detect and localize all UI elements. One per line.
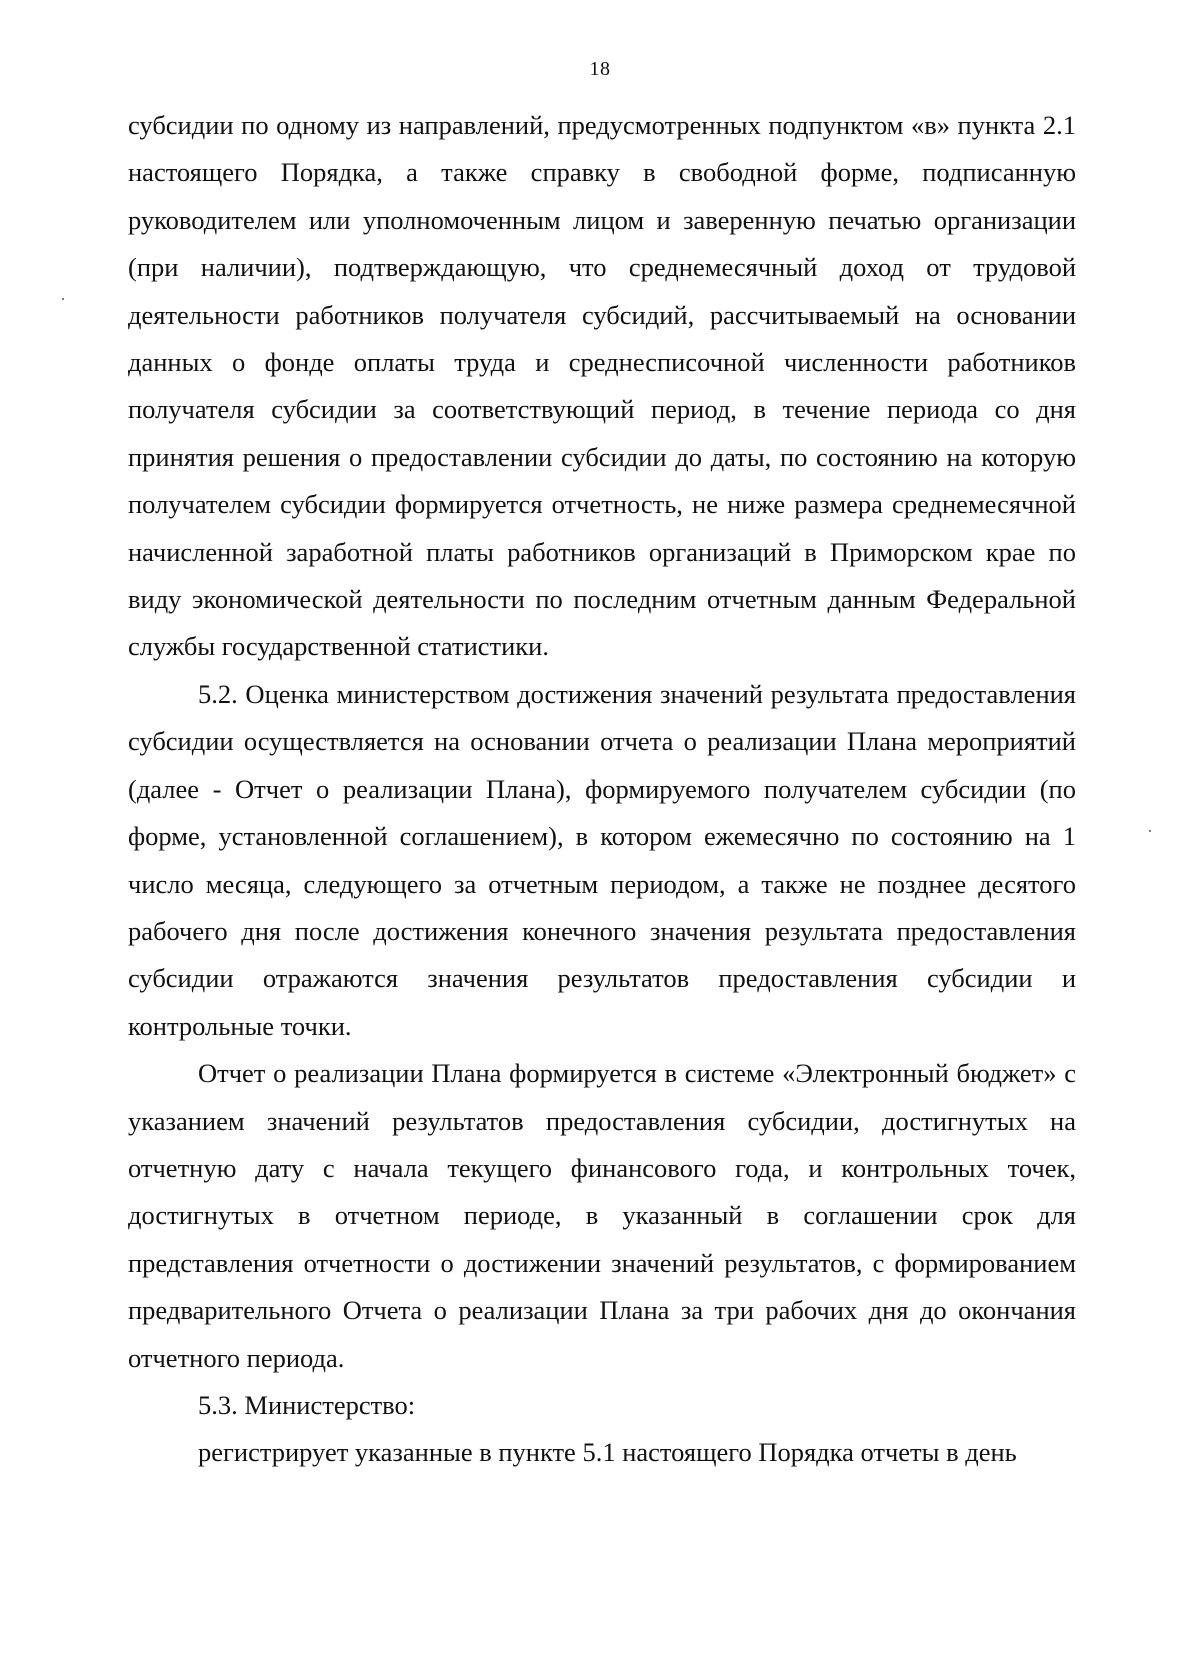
document-body [128,102,1076,1477]
paragraph-report: Отчет о реализации Плана формируется в системе «Электронный бюджет» с указанием значений результатов предоставления субсидии, достигнутых на отчетную дату с начала текущего финансового года, и контрольных точек, достигнутых в отчетном периоде, в указанный в соглашении срок для представления отчетности о достижении значений результатов, с формированием предварительного Отчета о реализации Плана за три рабочих дня до окончания отчетного периода. [128,1058,1076,1373]
page-number: 18 [589,58,611,80]
paragraph-continuation: субсидии по одному из направлений, предусмотренных подпунктом «в» пункта 2.1 настоящего Порядка, а также справку в свободной форме, подписанную руководителем или уполномоченным лицом и заверенную печатью организации (при наличии), подтверждающую, что среднемесячный доход от трудовой деятельности работников получателя субсидий, рассчитываемый на основании данных о фонде оплаты труда и среднесписочной численности работников получателя субсидии за соответствующий период, в течение периода со дня принятия решения о предоставлении субсидии до даты, по состоянию на которую получателем субсидии формируется отчетность, не ниже размера среднемесячной начисленной заработной платы работников организаций в Приморском крае по виду экономической деятельности по последним отчетным данным Федеральной службы государственной статистики. [128,110,1076,662]
paragraph-5-3-heading: 5.3. Министерство: [198,1389,416,1420]
scan-speck [62,298,64,300]
paragraph-registers: регистрирует указанные в пункте 5.1 настоящего Порядка отчеты в день [198,1437,1017,1468]
scan-speck [1149,830,1151,832]
paragraph-5-2: 5.2. Оценка министерством достижения значений результата предоставления субсидии осуществляется на основании отчета о реализации Плана мероприятий (далее - Отчет о реализации Плана), формируемого получателем субсидии (по форме, установленной соглашением), в котором ежемесячно по состоянию на 1 число месяца, следующего за отчетным периодом, а также не позднее десятого рабочего дня после достижения конечного значения результата предоставления субсидии отражаются значения результатов предоставления субсидии и контрольные точки. [128,678,1076,1041]
